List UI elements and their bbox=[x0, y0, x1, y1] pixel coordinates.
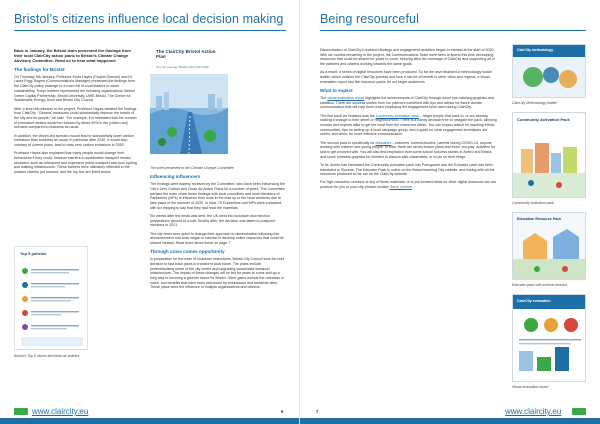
right-subhead-expect: What to expect bbox=[320, 87, 353, 93]
gavin-lennon-link[interactable]: Gavin Lennon bbox=[389, 185, 412, 190]
educator-pack-title: Education Resource Pack bbox=[517, 217, 562, 221]
right-paragraph-3 bbox=[320, 96, 498, 110]
right-paragraph-7-pre: For high-resolution versions of any of these materials, or to put forward ideas for other digital resources we can produce for you or your city, please contact bbox=[320, 180, 497, 190]
left-footer-logo bbox=[14, 408, 28, 415]
visual-evaluation-report-caption: Visual evaluation report bbox=[512, 385, 549, 389]
right-paragraph-4 bbox=[320, 114, 498, 138]
educators-link[interactable]: educators bbox=[375, 140, 392, 145]
right-paragraph-7-post: . bbox=[411, 185, 413, 190]
left-paragraph-5: The findings were warmly received by the Committee, who have been influencing the City’s Zero Carbon and Clean Air Action Plans for a number of years. The Committee advises the team share these findings with local councillors and local Members of Parliament (MPs) to influence their work in the lead up to the local elections due to take place in the summer of 2020. In total, 70 Councillors and MPs were contacted, with six replying to say that they had read the materials. bbox=[150, 182, 286, 210]
top-policies-title: Top 5 policies bbox=[20, 251, 47, 256]
methodology-leaflet-graphic bbox=[513, 45, 586, 98]
left-page-number: 6 bbox=[281, 409, 284, 414]
methodology-leaflet-title: ClairCity methodology bbox=[517, 48, 554, 52]
right-page-heading: Being resourceful bbox=[320, 12, 419, 26]
educator-pack-image bbox=[512, 212, 586, 280]
methodology-leaflet-image bbox=[512, 44, 586, 98]
action-plan-cover-caption: The brief presented to the Climate Change Committee bbox=[150, 166, 235, 170]
left-paragraph-3: In addition, the citizen-led scenario would lead to substantially lower carbon emissions than business as usual, in particular after 2030. It would also, contrary to current plans, lead to near-zero carbon emissions in 2050. bbox=[14, 133, 134, 147]
page-gutter bbox=[299, 0, 300, 424]
left-column-1 bbox=[14, 48, 138, 178]
action-plan-cover-scene bbox=[150, 74, 228, 154]
left-heading-rule bbox=[14, 30, 286, 31]
visual-evaluation-report-title: ClairCity evaluation bbox=[517, 299, 551, 303]
right-paragraph-5-pre: The second pack is specifically for bbox=[320, 140, 376, 145]
right-heading-rule bbox=[320, 30, 586, 31]
top-policies-graphic bbox=[15, 247, 88, 350]
right-paragraph-4-pre: The first pack we finalised was the bbox=[320, 113, 376, 118]
left-paragraph-8: In preparation for the ease of lockdown restrictions, Bristol City Council took the bold decision to fast-track plans to transform local travel. The plans include pedestrianising some of the city centre and upgrading sustainable transport infrastructure. The impact of these changes will be felt for years to come and go a long way to securing a greener future for Bristol. Other gains include the reduction in noise, and benefits that have been welcomed by businesses and residents alike. These plans were the influence of multiple organisations and citizens. bbox=[150, 257, 285, 290]
community-activation-pack-image bbox=[512, 112, 586, 198]
left-footer-bar bbox=[0, 418, 299, 424]
community-activation-pack-caption: Community Activation pack bbox=[512, 201, 555, 205]
top-policies-image bbox=[14, 246, 88, 350]
community-activation-pack-graphic bbox=[513, 113, 586, 198]
right-footer-url[interactable]: www.claircity.eu bbox=[505, 407, 562, 416]
left-column-2 bbox=[150, 166, 286, 294]
right-paragraph-4-post: – target people that want to, or are already, making a change to their street or neighbourhood. There is a handy decision tree to navigate the pack, allowing novices and experts alike to get the most from the resources within. You can expect advice on reaching ethnic communities, tips on setting up a local campaign group, and a guide on what engagement techniques are useful, and when, for more effective communication. bbox=[320, 113, 497, 137]
action-plan-cover-title: The ClairCity Bristol Action Plan bbox=[156, 49, 216, 60]
right-paragraph-3-pre: The bbox=[320, 95, 328, 100]
left-paragraph-2: After a short introduction to the project, Professor Hayes detailed the findings from ClairCity. “Citizens’ measures could substantially improve the health of the city and its people,” he said. “For example, it is estimated that the number of premature deaths would be reduced by about 50% in the [citizen-led] scenario compared to business as usual. bbox=[14, 106, 137, 130]
right-column-text bbox=[320, 48, 498, 193]
educator-pack-caption: Educator pack with schools lessons bbox=[512, 283, 568, 287]
left-subhead-findings: The findings for Bristol bbox=[14, 66, 65, 72]
right-page-number: 7 bbox=[316, 409, 319, 414]
action-plan-cover-subtitle: Your air, your say: Bristol Action Plan 2020 bbox=[156, 65, 209, 69]
left-footer-url[interactable]: www.claircity.eu bbox=[32, 407, 89, 416]
right-paragraph-1: Dissemination of ClairCity’s research findings and engagement activities began in earnest at the start of 2020. With six months remaining in the project, the Communications Team were keen to spend this time developing resources that could be shared for years to come, keeping alive the message of ClairCity and supporting all of the partners and citizens working towards the same goals. bbox=[320, 48, 495, 67]
left-paragraph-1: On Thursday 9th January, Professor Enda Hayes (Project Director) and Dr Laura Fogg-Rogers (Communications Manager) presented the findings from the ClairCity policy package to a room full of local leaders in urban sustainability. These leaders represented the following organisations: Bristol Green Capital Partnership, Bristol University, UWE-Bristol, The Centre for Sustainable Energy, Avon and Bristol City Council. bbox=[14, 74, 136, 103]
right-paragraph-6: To fix, Aveiro has translated the Community Activation pack into Portuguese and the Educator pack has been translated to Slovene. The Educator Pack is online on the Bristol teaching City website, and linking with all the resources produced so far are on the ClairCity website. bbox=[320, 162, 495, 177]
right-footer-bar bbox=[300, 418, 600, 424]
left-page-heading: Bristol’s citizens influence local decision making bbox=[14, 12, 284, 26]
visual-evaluation-report-image bbox=[512, 294, 586, 382]
visual-evaluation-report-graphic bbox=[513, 295, 586, 382]
right-paragraph-7 bbox=[320, 180, 498, 189]
right-footer-logo bbox=[572, 408, 586, 415]
left-subhead-influencing: Influencing influencers bbox=[150, 174, 201, 180]
left-paragraph-7: The city team were quick to change their approach to dissemination following this announcement and work began in earnest to develop online resources that could be shared instead. Read more about these on page 7. bbox=[150, 231, 284, 245]
action-plan-cover-image bbox=[150, 44, 228, 154]
left-lead-paragraph: Back in January, the Bristol team presented the findings from their local ClairCity action plans to Bristol’s Climate Change Advisory Committee. Read on to hear what happened bbox=[14, 48, 131, 64]
educator-pack-graphic bbox=[513, 213, 586, 280]
top-policies-caption: Bristol’s Top 5 citizen-led clean air policies bbox=[14, 354, 80, 358]
community-activation-pack-link[interactable]: Community Activation pack bbox=[375, 113, 419, 118]
right-paragraph-5-post: – teachers, homeschoolers, parents during COVID-19, anyone working with children and young people. In total, there are seven lesson plans and three ‘out-play’ activities for kids to get involved with. You will also find inspiration from some school success stories in Aveiro and Bristol, and some printable graphics for children to discuss with classmates, or to pin on their fridge. bbox=[320, 140, 496, 159]
left-subhead-crisis: Through crisis comes opportunity bbox=[150, 249, 225, 255]
right-paragraph-2: As a result, a series of digital resources have been produced. So far we have finalised a methodology toolkit leaflet, which outlines the ClairCity process and how it can be of benefit to other cities and regions, a visual evaluation report and five resource packs for our target audiences. bbox=[320, 70, 492, 84]
methodology-leaflet-caption: ClairCity Methodology leaflet bbox=[512, 101, 557, 105]
visual-evaluation-report-link[interactable]: visual evaluation report bbox=[327, 95, 365, 100]
community-activation-pack-title: Community Activation Pack bbox=[517, 117, 570, 122]
left-paragraph-6: Six weeks after the email was sent, the UK went into lockdown and election preparations ground to a halt. Shortly after, the decision was taken to postpone elections to 2021. bbox=[150, 213, 276, 228]
right-paragraph-5 bbox=[320, 141, 498, 160]
right-paragraph-3-post: highlights the achievements of ClairCity through some eye-catching graphics and statistics. There are success stories from our partners combined with tips and advice for future climate communicators that will help them when employing the engagement tools used during ClairCity. bbox=[320, 95, 495, 110]
left-paragraph-4: Professor Hayes also explained that many people would change their behaviours if they could, however barriers to sustainable transport modes persisted, such as infrequent and expensive public transport and poor cycling and walking infrastructure. These barriers were ultimately reflected in the policies citizens put forward, and the top five are listed below. bbox=[14, 151, 137, 174]
